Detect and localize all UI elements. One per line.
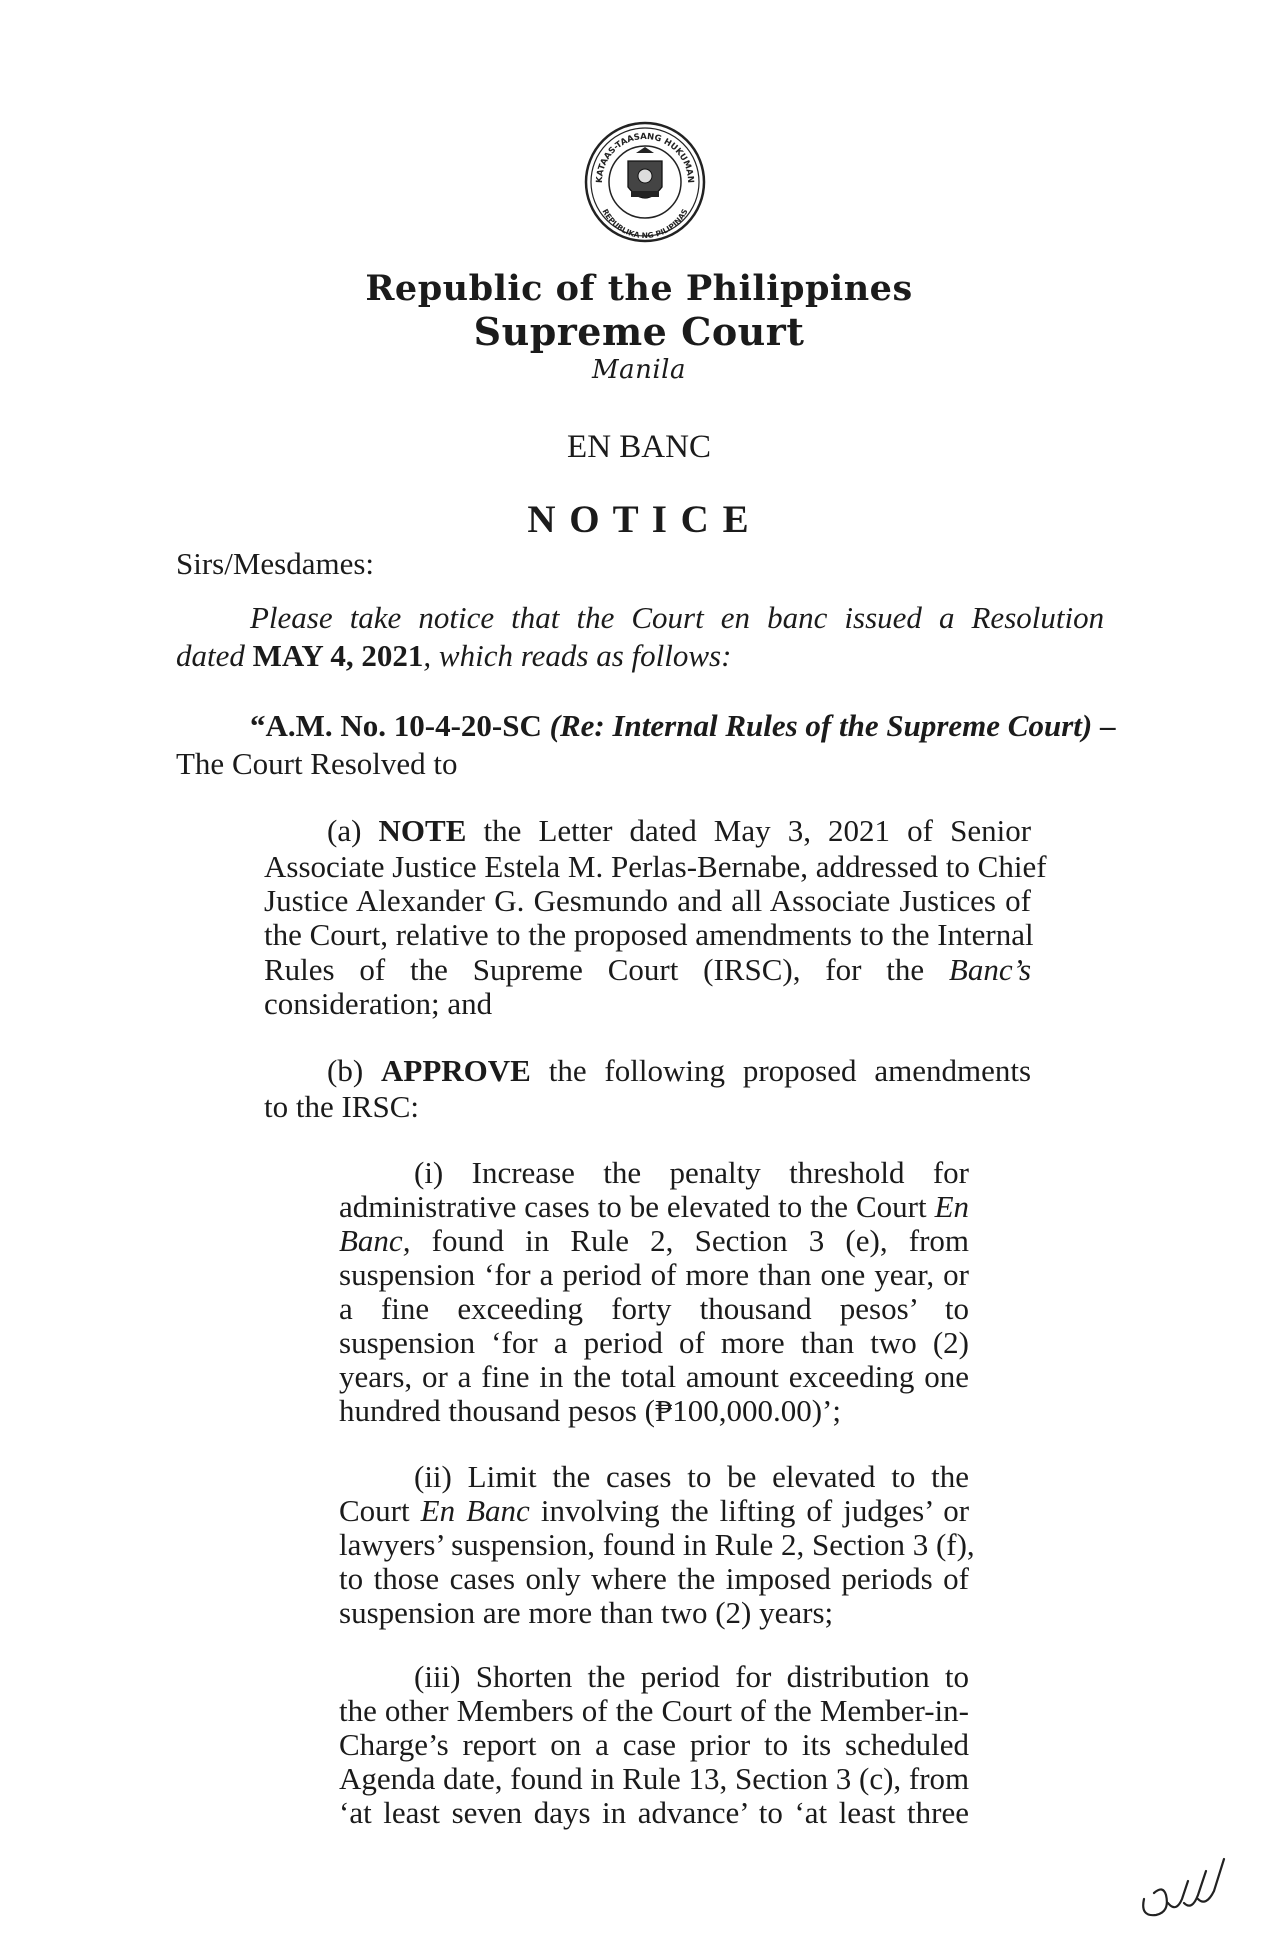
sub-ii-line-3: lawyers’ suspension, found in Rule 2, Section 3 (f),	[339, 1527, 975, 1562]
item-b-line-1: (b) APPROVE the following proposed amendments	[327, 1053, 1032, 1088]
sub-iii-line-4: Agenda date, found in Rule 13, Section 3 (c), from	[339, 1761, 970, 1796]
sub-i-line-8: hundred thousand pesos (₱100,000.00)’;	[339, 1393, 841, 1428]
court-heading: Supreme Court	[473, 309, 805, 354]
svg-text:REPUBLIKA NG PILIPINAS	[600, 207, 689, 240]
item-a-line-3: Justice Alexander G. Gesmundo and all Associate Justices of	[264, 883, 1031, 918]
supreme-court-seal	[584, 121, 706, 243]
salutation: Sirs/Mesdames:	[176, 546, 375, 581]
sub-i-line-5: a fine exceeding forty thousand pesos’ to	[339, 1291, 969, 1326]
resolved-line: The Court Resolved to	[176, 746, 458, 781]
resolution-date: MAY 4, 2021	[252, 638, 424, 673]
city-heading: Manila	[592, 355, 686, 385]
republic-heading: Republic of the Philippines	[365, 268, 913, 309]
case-line: “A.M. No. 10-4-20-SC (Re: Internal Rules of the Supreme Court) –	[250, 708, 1116, 743]
sub-ii-line-5: suspension are more than two (2) years;	[339, 1595, 834, 1630]
sub-i-line-7: years, or a fine in the total amount exceeding one	[339, 1359, 969, 1394]
sub-iii-line-3: Charge’s report on a case prior to its scheduled	[339, 1727, 969, 1762]
sub-i-line-4: suspension ‘for a period of more than one year, or	[339, 1257, 969, 1292]
notice-heading: N O T I C E	[527, 498, 751, 541]
sub-i-line-1: (i) Increase the penalty threshold for	[414, 1155, 969, 1190]
item-a-line-6: consideration; and	[264, 986, 493, 1021]
sub-iii-line-2: the other Members of the Court of the Member-in-	[339, 1693, 969, 1728]
sub-iii-line-5: ‘at least seven days in advance’ to ‘at least three	[339, 1795, 969, 1830]
case-number: “A.M. No. 10-4-20-SC	[250, 708, 542, 743]
division-heading: EN BANC	[567, 429, 711, 465]
sub-i-line-6: suspension ‘for a period of more than two (2)	[339, 1325, 969, 1360]
sub-i-line-3: Banc, found in Rule 2, Section 3 (e), from	[339, 1223, 970, 1258]
sub-i-line-2: administrative cases to be elevated to the Court En	[339, 1189, 970, 1224]
seal-inner-text: REPUBLIKA NG PILIPINAS	[600, 207, 690, 241]
sub-ii-line-1: (ii) Limit the cases to be elevated to the	[414, 1459, 969, 1494]
item-a-line-2: Associate Justice Estela M. Perlas-Bernabe, addressed to Chief	[264, 849, 1047, 884]
item-a-line-4: the Court, relative to the proposed amendments to the Internal	[264, 917, 1034, 952]
item-b-line-2: to the IRSC:	[264, 1089, 420, 1124]
sub-ii-line-4: to those cases only where the imposed periods of	[339, 1561, 969, 1596]
intro-line-2: dated MAY 4, 2021, which reads as follows:	[176, 638, 732, 673]
seal-outer-text: KATAAS-TAASANG HUKUMAN	[594, 131, 696, 184]
item-a-line-1: (a) NOTE the Letter dated May 3, 2021 of Senior	[327, 813, 1032, 848]
intro-line-1: Please take notice that the Court en banc issued a Resolution	[250, 600, 1105, 635]
initials-signature	[1136, 1855, 1236, 1925]
item-a-line-5: Rules of the Supreme Court (IRSC), for the Banc’s	[264, 952, 1032, 987]
sub-iii-line-1: (iii) Shorten the period for distribution to	[414, 1659, 969, 1694]
sub-ii-line-2: Court En Banc involving the lifting of judges’ or	[339, 1493, 970, 1528]
case-title: (Re: Internal Rules of the Supreme Court)	[549, 708, 1093, 743]
